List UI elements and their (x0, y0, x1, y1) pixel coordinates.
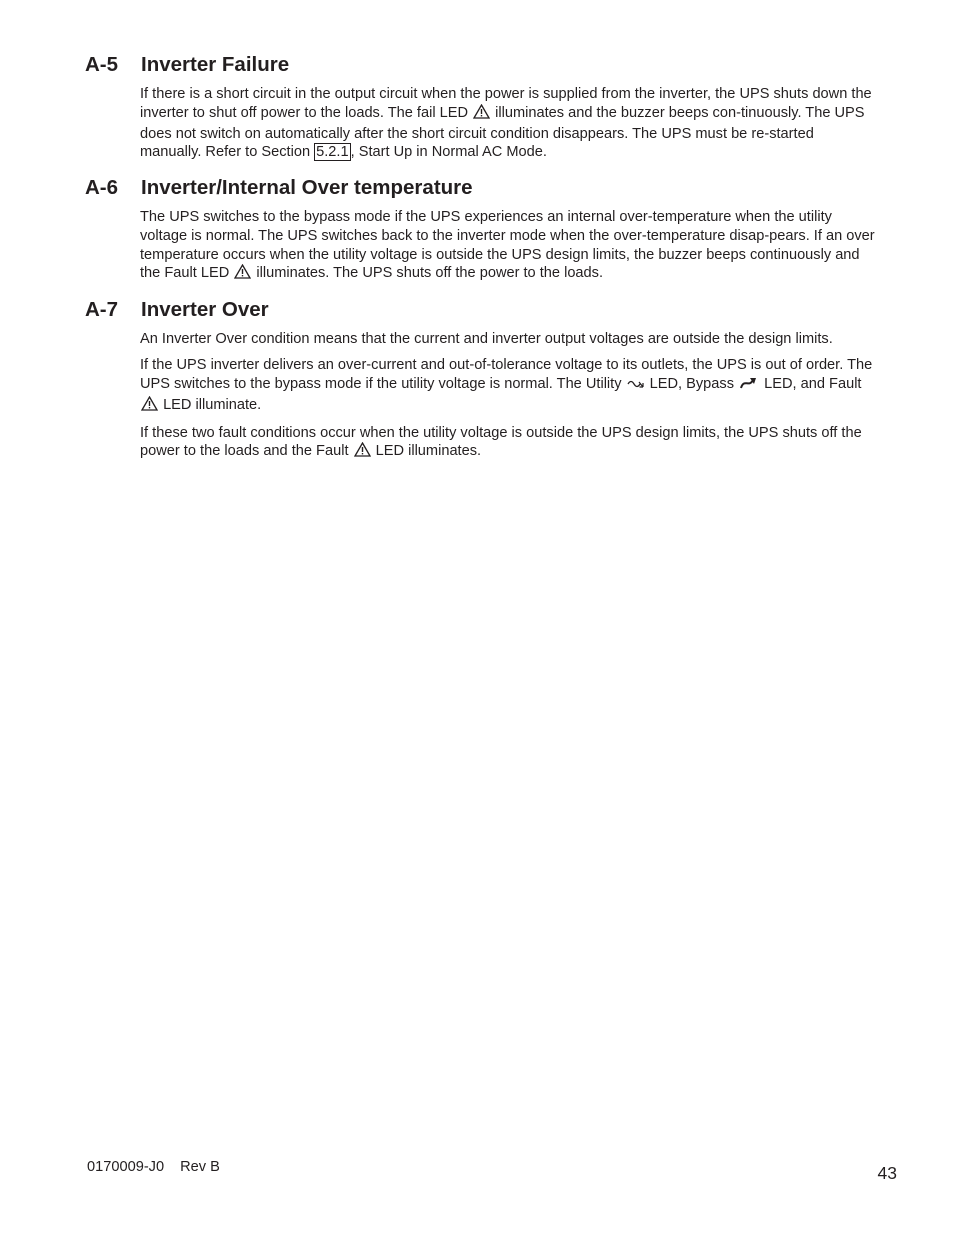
section-a5 (85, 53, 875, 162)
section-heading (85, 176, 875, 200)
paragraph (140, 208, 875, 285)
section-number: A-6 (85, 176, 119, 199)
doc-number: 0170009-J0 (87, 1159, 165, 1175)
section-heading (85, 298, 875, 322)
paragraph-text: If the UPS inverter delivers an over-current and out-of-tolerance voltage to its outlets, the UPS is out of order. The UPS switches to the bypass mode if the utility voltage is normal. The Utility (140, 356, 873, 392)
paragraph-text: , Start Up in Normal AC Mode. (350, 144, 547, 161)
section-title: Inverter Over (141, 298, 269, 321)
paragraph-text: If there is a short circuit in the output circuit when the power is supplied from the inverter, the UPS shuts down the inverter to shut off power to the loads. The fail LED (140, 86, 872, 121)
warning-triangle-icon (141, 396, 158, 417)
paragraph-text: illuminates. The UPS shuts off the power to the loads. (256, 265, 604, 282)
section-a6 (85, 176, 875, 285)
paragraph-text: LED illuminates. (375, 443, 482, 460)
paragraph-text: If these two fault conditions occur when the utility voltage is outside the UPS design limits, the UPS shuts off the power to the loads and the Fault (140, 424, 862, 460)
page-number: 43 (877, 1163, 897, 1183)
section-body (140, 85, 875, 162)
warning-triangle-icon (354, 442, 371, 463)
paragraph (140, 85, 875, 162)
utility-ac-icon (627, 377, 645, 396)
bypass-arrow-icon (739, 376, 759, 396)
section-body (140, 330, 875, 463)
paragraph-text: LED illuminate. (163, 396, 262, 413)
footer-doc-info (87, 1159, 220, 1175)
paragraph (140, 424, 875, 464)
section-heading (85, 53, 875, 77)
revision: Rev B (180, 1159, 220, 1175)
warning-triangle-icon (473, 104, 490, 125)
section-number: A-5 (85, 53, 119, 76)
paragraph: An Inverter Over condition means that the current and inverter output voltages are outside the design limits. (140, 331, 833, 347)
paragraph-text: LED, and Fault (764, 375, 862, 392)
section-title: Inverter Failure (141, 53, 290, 76)
section-body (140, 208, 875, 285)
paragraph-text: The UPS switches to the bypass mode if the UPS experiences an internal over-temperature when the utility voltage is normal. The UPS switches back to the inverter mode when the over-temperature disap-pears. If an over temperature occurs when the utility voltage is outside the UPS design limits, the buzzer beeps continuously and the Fault LED (140, 209, 875, 282)
section-a7 (85, 298, 875, 463)
section-number: A-7 (85, 298, 119, 321)
paragraph-text: illuminates and the buzzer beeps con-tinuously. The UPS does not switch on automatically after the short circuit condition disappears. The UPS must be re-started manually. Refer to Section (140, 104, 865, 161)
paragraph (140, 356, 875, 416)
section-link[interactable]: 5.2.1 (316, 144, 349, 161)
section-title: Inverter/Internal Over temperature (141, 176, 473, 199)
paragraph-text: LED, Bypass (649, 375, 735, 392)
warning-triangle-icon (234, 264, 251, 285)
